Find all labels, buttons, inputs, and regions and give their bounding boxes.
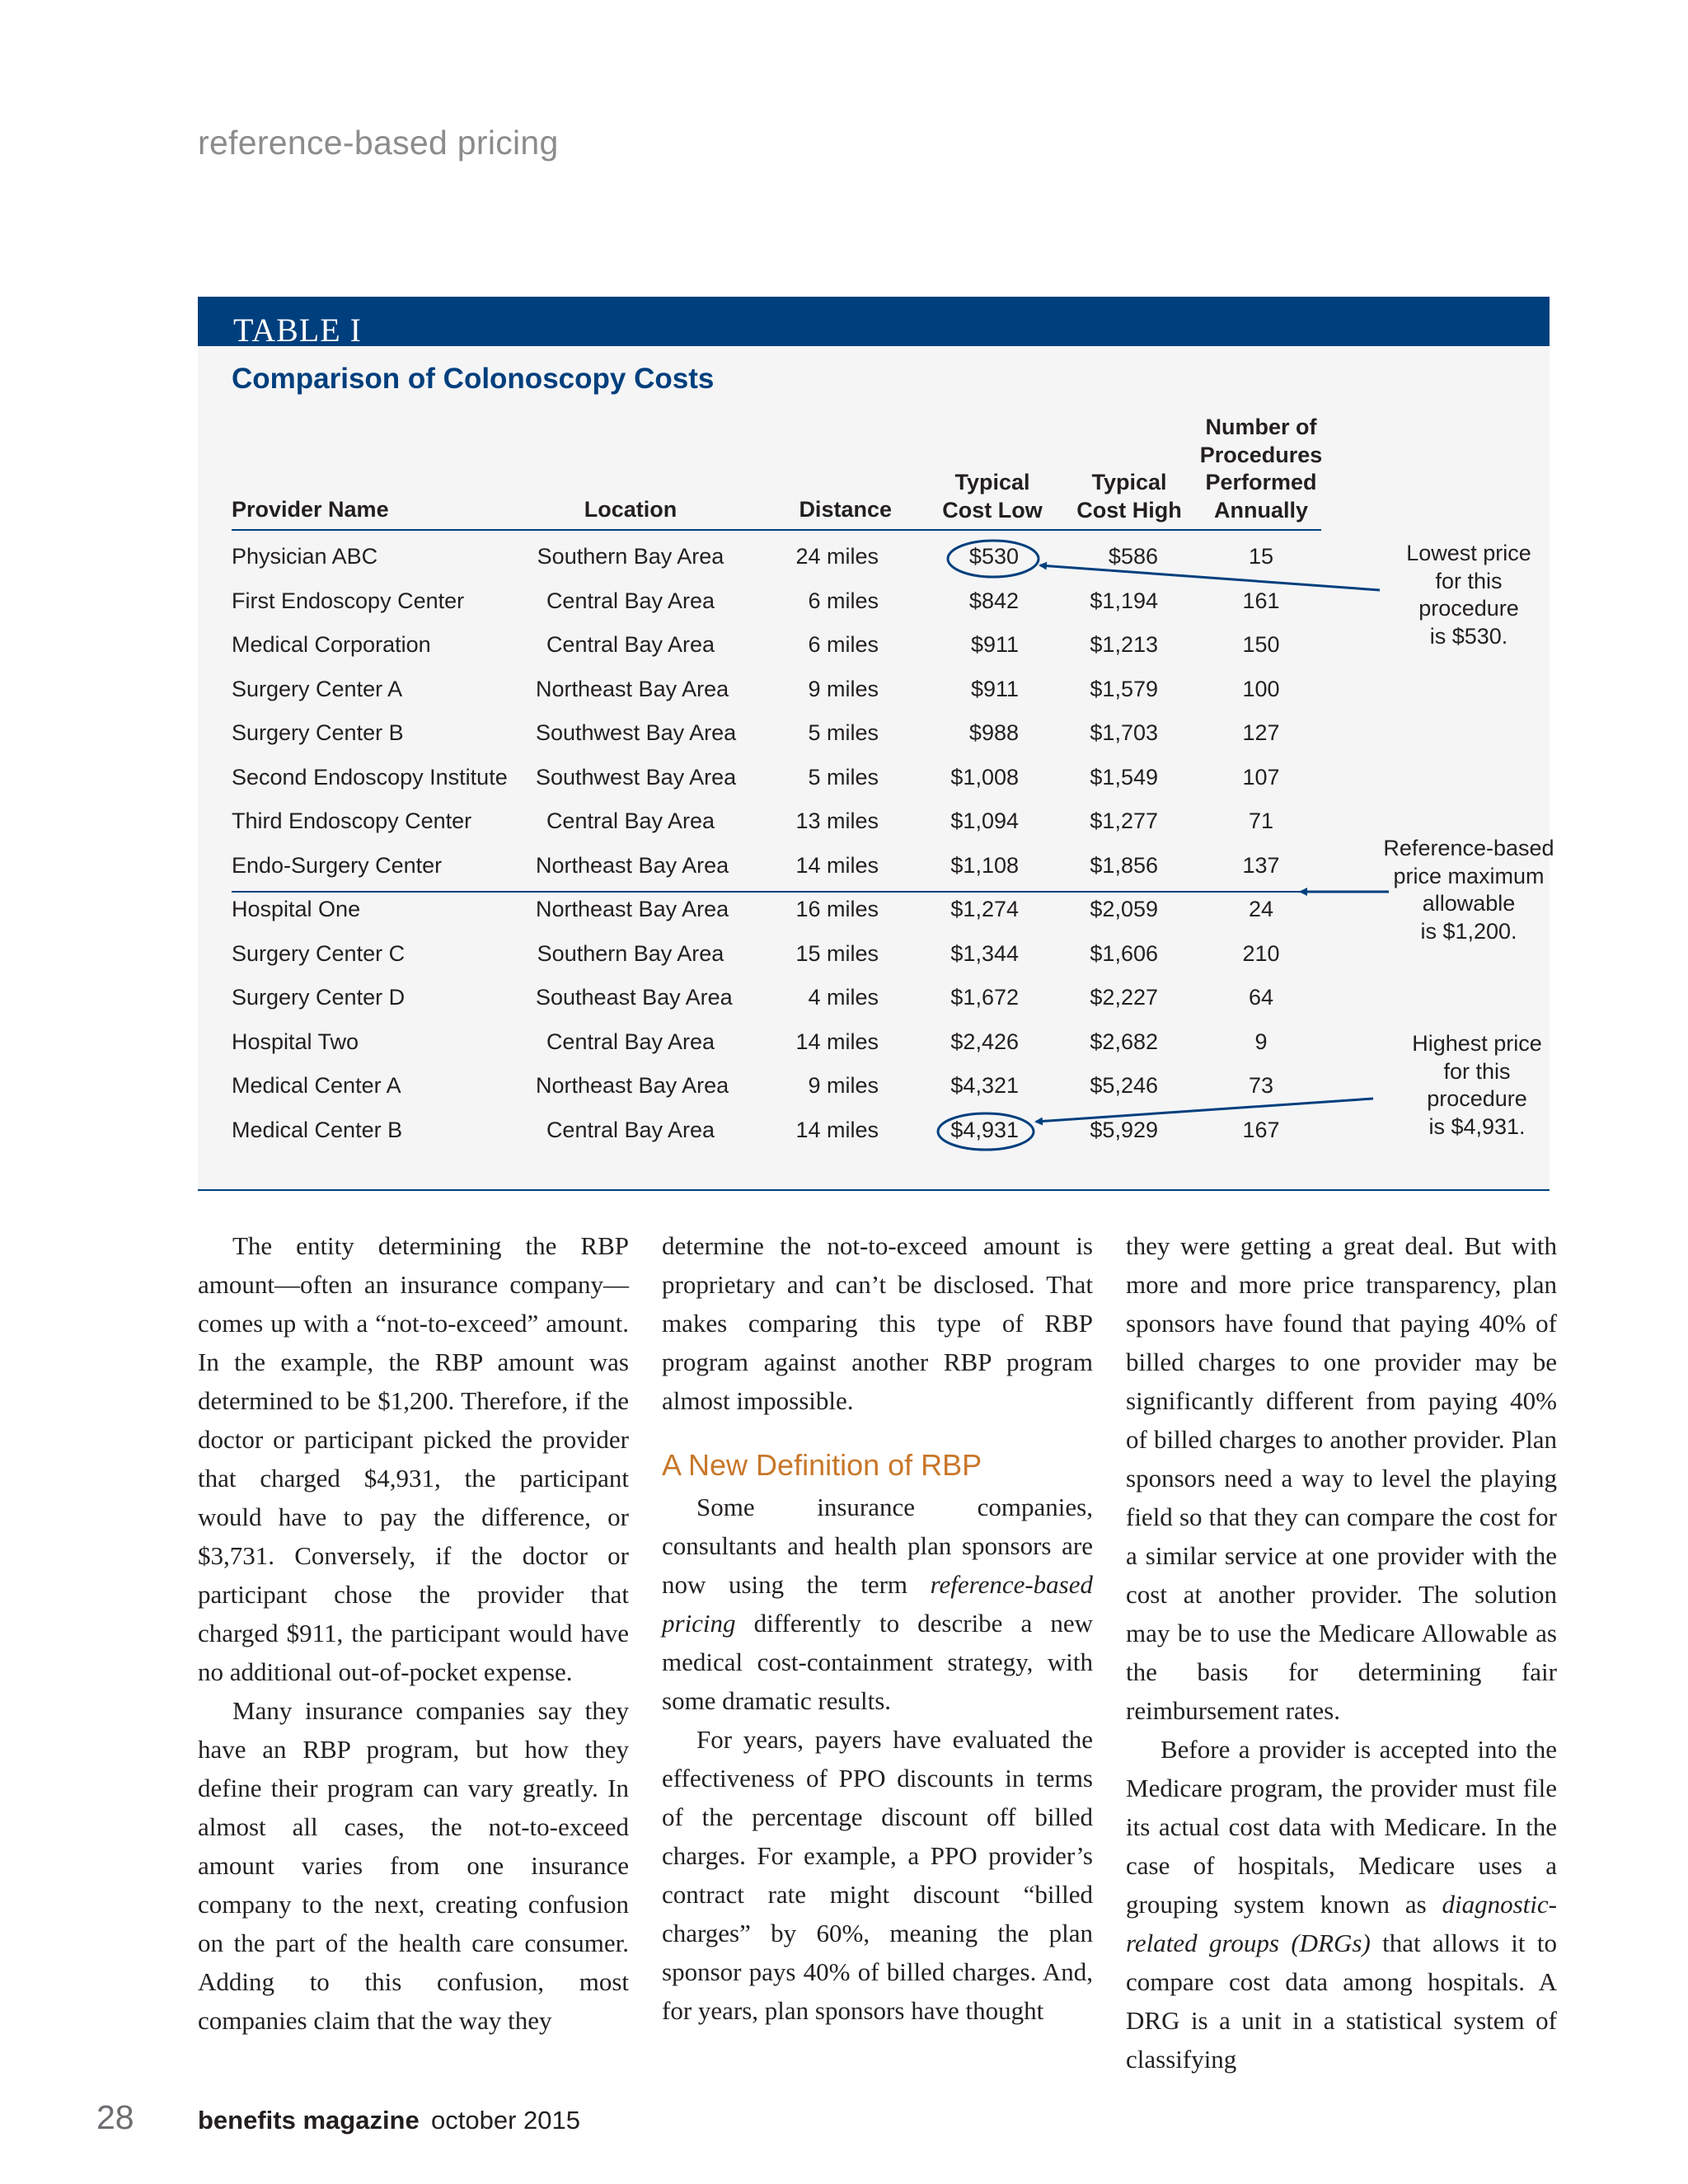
highest-note-line-4: is $4,931. [1428,1113,1526,1139]
lowest-price-note [1370,540,1568,650]
lowest-note-line-1: Lowest price [1406,541,1531,565]
cell-procedures: 150 [1242,632,1280,657]
cell-location: Southern Bay Area [537,940,724,966]
header-procedures-line-4: Annually [1213,497,1308,523]
cell-location: Central Bay Area [546,1029,715,1054]
lowest-price-arrow [1040,565,1380,590]
text-run: Before a provider is accepted into the Medicare program, the provider must file its actual cost data with Medicare. In the case of hospitals, Medicare uses a grouping system known as [1126,1735,1557,1919]
header-procedures-line-3: Performed [1205,470,1317,494]
text-run: that allows it to compare cost data among hospitals. A DRG is a unit in a statistical system of classifying [1126,1929,1557,2074]
cell-cost-high: $5,246 [1090,1073,1158,1098]
article-column-2 [662,1226,1093,2030]
cell-distance: 4 miles [808,985,879,1010]
cell-cost-high: $5,929 [1090,1117,1158,1142]
cell-distance: 14 miles [795,1029,879,1054]
header-cost-high-line-1: Typical [1091,470,1167,494]
cell-cost-low: $911 [970,632,1019,657]
cell-cost-high: $1,856 [1090,852,1158,878]
cell-procedures: 71 [1248,808,1274,833]
paragraph: Many insurance companies say they have an RBP program, but how they define their program can vary greatly. In almost all cases, the not-to-exceed amount varies from one insurance company to the next, creating confusion on the part of the health care consumer. Adding to this confusion, most companies claim that the way they [198,1696,629,2035]
cell-provider-name: Second Endoscopy Institute [232,764,508,790]
cell-location: Central Bay Area [546,588,715,613]
cell-procedures: 9 [1254,1029,1268,1054]
cell-provider-name: Endo-Surgery Center [232,852,443,878]
table-bottom-rule [198,1189,1550,1191]
running-head: reference-based pricing [198,124,559,162]
cell-distance: 6 miles [808,588,879,613]
cell-location: Central Bay Area [546,1117,715,1142]
cell-procedures: 100 [1242,676,1280,701]
header-location: Location [584,497,678,522]
cell-provider-name: Physician ABC [232,544,378,569]
cell-cost-low: $1,672 [950,985,1019,1010]
cell-cost-low: $1,108 [950,852,1019,878]
cell-cost-low: $1,344 [950,940,1019,966]
header-cost-low-line-1: Typical [954,470,1030,494]
cell-distance: 14 miles [795,852,879,878]
cell-distance: 5 miles [808,764,879,790]
cell-procedures: 24 [1248,897,1274,921]
highest-price-arrow [1036,1099,1373,1122]
paragraph [1126,1730,1557,2079]
cell-cost-high: $2,059 [1090,897,1158,921]
lowest-note-line-4: is $530. [1429,623,1508,649]
cell-location: Northeast Bay Area [536,897,729,921]
page-number: 28 [96,2098,134,2136]
cell-provider-name: Medical Corporation [232,632,431,657]
cell-provider-name: Medical Center A [232,1073,401,1098]
table-title: Comparison of Colonoscopy Costs [232,363,715,395]
cell-distance: 24 miles [795,544,879,569]
cell-provider-name: Surgery Center B [232,720,404,745]
cell-provider-name: Hospital One [232,897,361,921]
paragraph: The entity determining the RBP amount—often an insurance company—comes up with a “not-to-exceed” amount. In the example, the RBP amount was determined to be $1,200. Therefore, if the doctor or participant picked the provider that charged $4,931, the participant would have to pay the difference, or $3,731. Conversely, if the doctor or participant chose the provider that charged $911, the participant would have no additional out-of-pocket expense. [198,1231,629,1686]
lowest-price-circle [948,541,1039,577]
cell-provider-name: Third Endoscopy Center [232,808,472,833]
cell-procedures: 137 [1242,852,1280,878]
cell-cost-high: $1,549 [1090,764,1158,790]
text-run: Some insurance companies, consultants and health plan sponsors are now using the term [662,1493,1093,1599]
cell-cost-high: $586 [1108,544,1158,569]
cell-procedures: 107 [1242,764,1280,790]
paragraph: For years, payers have evaluated the effectiveness of PPO discounts in terms of the percentage discount off billed charges. For example, a PPO provider’s contract rate might discount “billed charges” by 60%, meaning the plan sponsor pays 40% of billed charges. And, for years, plan sponsors have thought [662,1725,1093,2025]
header-procedures-line-1: Number of [1205,415,1317,439]
article-column-3 [1126,1226,1557,2079]
header-procedures-line-2: Procedures [1199,442,1323,467]
cell-cost-high: $1,579 [1090,676,1158,701]
emphasis-text: diagnostic-related groups (DRGs) [1126,1890,1557,1957]
cell-cost-low: $2,426 [950,1029,1019,1054]
reference-price-note [1370,835,1568,945]
cell-location: Northeast Bay Area [536,676,729,701]
cell-cost-high: $1,703 [1090,720,1158,745]
paragraph: determine the not-to-exceed amount is proprietary and can’t be disclosed. That makes comparing this type of RBP program against another RBP program almost impossible. [662,1231,1093,1415]
cell-provider-name: First Endoscopy Center [232,588,465,613]
reference-note-line-1: Reference-based [1383,836,1554,860]
cell-provider-name: Medical Center B [232,1117,403,1142]
magazine-name: benefits magazine [198,2106,420,2135]
paragraph [662,1488,1093,1720]
lowest-note-line-3: procedure [1418,596,1519,621]
cell-cost-high: $1,606 [1090,940,1158,966]
emphasis-text: reference-based pricing [662,1570,1093,1638]
lowest-note-line-2: for this [1435,568,1503,593]
cell-procedures: 127 [1242,720,1280,745]
cell-procedures: 64 [1248,985,1274,1010]
cell-location: Southeast Bay Area [536,985,733,1010]
cell-cost-low: $1,094 [950,808,1019,833]
cell-procedures: 73 [1248,1073,1274,1098]
cell-provider-name: Surgery Center C [232,940,406,966]
cell-location: Central Bay Area [546,632,715,657]
cell-location: Southwest Bay Area [536,720,737,745]
cell-cost-high: $1,213 [1090,632,1158,657]
cell-procedures: 15 [1248,544,1274,569]
cell-location: Southwest Bay Area [536,764,737,790]
cell-cost-low: $1,008 [950,764,1019,790]
cell-procedures: 210 [1242,940,1280,966]
cell-cost-low: $530 [968,544,1019,569]
header-provider-name: Provider Name [232,497,389,522]
cell-distance: 5 miles [808,720,879,745]
header-cost-high-line-2: Cost High [1076,497,1182,523]
cell-distance: 9 miles [808,1073,879,1098]
paragraph: they were getting a great deal. But with more and more price transparency, plan sponsors have found that paying 40% of billed charges to one provider may be significantly different from paying 40% of billed charges to another provider. Plan sponsors need a way to level the playing field so that they can compare the cost for a similar service at one provider with the cost at another provider. The solution may be to use the Medicare Allowable as the basis for determining fair reimbursement rates. [1126,1231,1557,1725]
cell-procedures: 167 [1242,1117,1280,1142]
section-heading: A New Definition of RBP [662,1448,982,1482]
cell-cost-high: $1,277 [1090,808,1158,833]
cell-cost-high: $1,194 [1090,588,1158,613]
text-run: differently to describe a new medical cost-containment strategy, with some dramatic results. [662,1609,1093,1715]
reference-note-line-3: allowable [1422,891,1516,916]
cell-procedures: 161 [1242,588,1280,613]
cell-cost-low: $911 [970,676,1019,701]
cell-distance: 13 miles [795,808,879,833]
cell-distance: 9 miles [808,676,879,701]
cell-location: Southern Bay Area [537,544,724,569]
cell-cost-high: $2,682 [1090,1029,1158,1054]
cell-cost-low: $842 [968,588,1019,613]
header-cost-low-line-2: Cost Low [942,497,1043,523]
cell-provider-name: Hospital Two [232,1029,359,1054]
highest-note-line-1: Highest price [1412,1031,1542,1056]
cell-distance: 15 miles [795,940,879,966]
header-distance: Distance [799,497,892,522]
cell-distance: 6 miles [808,632,879,657]
cell-cost-low: $4,321 [950,1073,1019,1098]
table-label: TABLE I [233,314,362,346]
cell-distance: 14 miles [795,1117,879,1142]
cell-cost-high: $2,227 [1090,985,1158,1010]
cell-cost-low: $988 [968,720,1019,745]
reference-note-line-4: is $1,200. [1420,918,1517,944]
cell-cost-low: $1,274 [950,897,1019,921]
reference-note-line-2: price maximum [1393,863,1545,888]
issue-date: october 2015 [431,2106,580,2135]
highest-note-line-2: for this [1443,1058,1511,1084]
highest-price-note [1378,1030,1576,1141]
cell-provider-name: Surgery Center D [232,985,406,1010]
cell-location: Northeast Bay Area [536,852,729,878]
cell-provider-name: Surgery Center A [232,676,403,701]
highest-note-line-3: procedure [1427,1086,1527,1111]
article-column-1 [198,1226,629,2040]
cell-location: Northeast Bay Area [536,1073,729,1098]
cell-location: Central Bay Area [546,808,715,833]
cell-distance: 16 miles [795,897,879,921]
highest-price-circle [938,1113,1034,1150]
cell-cost-low: $4,931 [950,1117,1019,1142]
